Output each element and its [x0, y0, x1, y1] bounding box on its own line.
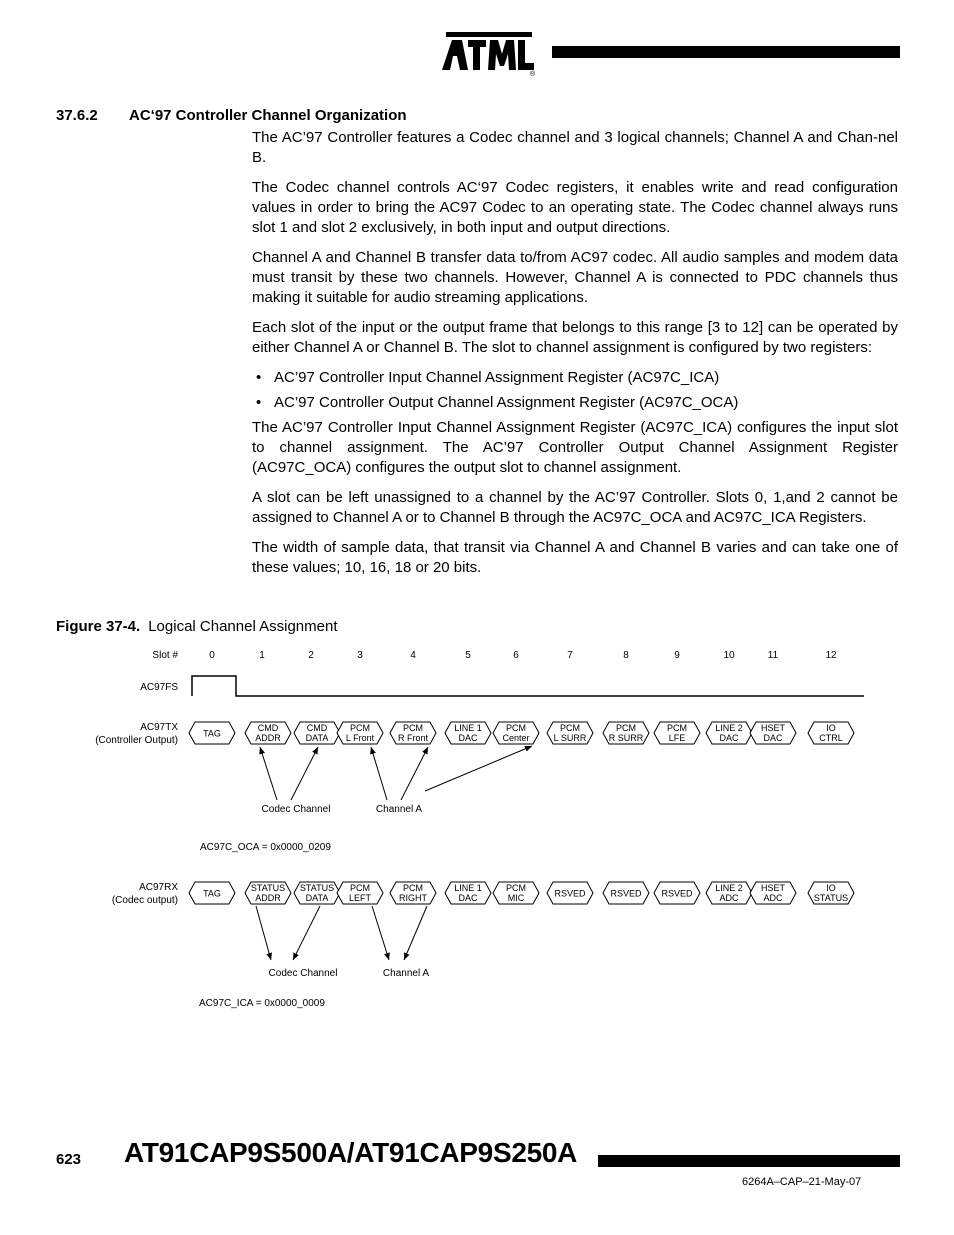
- section-title: AC‘97 Controller Channel Organization: [129, 107, 407, 124]
- slot-number: 12: [825, 650, 837, 661]
- assignment-arrow: [260, 747, 277, 800]
- rx-channel-a-label: Channel A: [382, 968, 430, 979]
- rx-cell-label: RSVED: [554, 888, 586, 899]
- rx-cell-label: LINE 2: [715, 883, 743, 893]
- tx-cell-label: PCM: [667, 723, 687, 733]
- rx-cell-label: STATUS: [250, 883, 286, 893]
- slot-number: 1: [259, 650, 265, 661]
- tx-cell-label: PCM: [403, 723, 423, 733]
- tx-cell-sublabel: ADDR: [255, 733, 281, 743]
- slot-number: 8: [623, 650, 629, 661]
- paragraph: The Codec channel controls AC‘97 Codec registers, it enables write and read configuration values in order to bring the AC97 Codec to an operating state. The Codec channel always runs slot 1 and slot 2 exclusively, in both input and output directions.: [252, 179, 898, 236]
- slot-number: 5: [465, 650, 471, 661]
- tx-cell-label: IO: [826, 723, 836, 733]
- tx-cell-sublabel: LFE: [668, 733, 686, 743]
- channel-diagram: [0, 640, 954, 1020]
- rx-cell-label: TAG: [203, 888, 221, 899]
- rx-cell-sublabel: ADC: [719, 893, 739, 903]
- ac97tx-sublabel: (Controller Output): [95, 735, 178, 746]
- figure-label: Figure 37-4.: [56, 618, 141, 635]
- slot-header-label: Slot #: [152, 650, 178, 661]
- rx-cell-sublabel: ADC: [763, 893, 783, 903]
- paragraph: The AC’97 Controller features a Codec channel and 3 logical channels; Channel A and Chan-nel B.: [252, 129, 898, 166]
- rx-cell-label: PCM: [506, 883, 526, 893]
- footer-rule: [598, 1155, 900, 1167]
- assignment-arrow: [256, 906, 271, 960]
- rx-cell-label: IO: [826, 883, 836, 893]
- bullet-item: • AC’97 Controller Output Channel Assignment Register (AC97C_OCA): [252, 393, 898, 413]
- section-number: 37.6.2: [56, 107, 98, 124]
- tx-cell-label: PCM: [560, 723, 580, 733]
- body-text: [252, 128, 898, 588]
- slot-number: 3: [357, 650, 363, 661]
- ac97rx-sublabel: (Codec output): [111, 895, 178, 906]
- tx-cell-label: PCM: [506, 723, 526, 733]
- tx-cell-label: CMD: [306, 723, 328, 733]
- rx-cell-label: STATUS: [299, 883, 335, 893]
- rx-cell-label: PCM: [403, 883, 423, 893]
- tx-cell-label: HSET: [760, 723, 786, 733]
- tx-cell-sublabel: DAC: [719, 733, 739, 743]
- bullet-item: • AC’97 Controller Input Channel Assignment Register (AC97C_ICA): [252, 368, 898, 388]
- rx-cell-sublabel: DAC: [458, 893, 478, 903]
- figure-caption: [56, 618, 338, 635]
- tx-cell-label: LINE 1: [454, 723, 482, 733]
- paragraph: A slot can be left unassigned to a channel by the AC’97 Controller. Slots 0, 1,and 2 cannot be assigned to Channel A or to Channel B through the AC97C_OCA and AC97C_ICA Registers.: [252, 489, 898, 526]
- tx-cell-label: CMD: [257, 723, 279, 733]
- assignment-arrow: [401, 747, 428, 800]
- slot-number: 11: [767, 650, 779, 661]
- header-rule: [552, 46, 900, 58]
- slot-number: 6: [513, 650, 519, 661]
- tx-cell-sublabel: R Front: [397, 733, 429, 743]
- ac97fs-label: AC97FS: [140, 682, 178, 693]
- tx-cell-sublabel: DAC: [763, 733, 783, 743]
- product-title: AT91CAP9S500A/AT91CAP9S250A: [124, 1137, 578, 1168]
- rx-cell-label: RSVED: [661, 888, 693, 899]
- rx-cell-sublabel: RIGHT: [399, 893, 427, 903]
- ac97fs-waveform: [192, 676, 864, 696]
- assignment-arrow: [404, 906, 427, 960]
- paragraph: Channel A and Channel B transfer data to/from AC97 codec. All audio samples and modem data must transit by these two channels. However, Channel A is connected to PDC channels thus making it suitable for audio streaming applications.: [252, 249, 898, 306]
- paragraph: The AC’97 Controller Input Channel Assignment Register (AC97C_ICA) configures the input slot to channel assignment. The AC’97 Controller Output Channel Assignment Register (AC97C_OCA) configures the output slot to channel assignment.: [252, 419, 898, 476]
- paragraph: Each slot of the input or the output frame that belongs to this range [3 to 12] can be operated by either Channel A or Channel B. The slot to channel assignment is configured by two registers:: [252, 319, 898, 356]
- bullet-list: [252, 368, 898, 413]
- tx-cell-label: TAG: [203, 728, 221, 739]
- rx-cell-sublabel: STATUS: [813, 893, 849, 903]
- slot-number: 0: [209, 650, 215, 661]
- ica-register-value: AC97C_ICA = 0x0000_0009: [199, 998, 325, 1009]
- atmel-logo: [438, 28, 538, 78]
- tx-cell-sublabel: DAC: [458, 733, 478, 743]
- slot-number: 9: [674, 650, 680, 661]
- rx-cell-sublabel: MIC: [507, 893, 525, 903]
- ac97tx-label: AC97TX: [140, 722, 178, 733]
- tx-cell-sublabel: L SURR: [553, 733, 587, 743]
- tx-codec-channel-label: Codec Channel: [261, 804, 331, 815]
- figure-title: Logical Channel Assignment: [148, 618, 338, 635]
- tx-cell-label: PCM: [350, 723, 370, 733]
- rx-cell-sublabel: DATA: [305, 893, 329, 903]
- assignment-arrow: [372, 906, 389, 960]
- tx-cell-sublabel: DATA: [305, 733, 329, 743]
- assignment-arrow: [291, 747, 318, 800]
- slot-number: 7: [567, 650, 573, 661]
- rx-cell-label: LINE 1: [454, 883, 482, 893]
- document-reference: 6264A–CAP–21-May-07: [742, 1176, 862, 1188]
- slot-number: 2: [308, 650, 314, 661]
- paragraph: The width of sample data, that transit via Channel A and Channel B varies and can take one of these values; 10, 16, 18 or 20 bits.: [252, 539, 898, 576]
- rx-cell-label: PCM: [350, 883, 370, 893]
- tx-channel-a-label: Channel A: [375, 804, 423, 815]
- rx-cell-sublabel: ADDR: [255, 893, 281, 903]
- registered-mark: ®: [530, 71, 536, 78]
- rx-cell-sublabel: LEFT: [348, 893, 372, 903]
- assignment-arrow: [371, 747, 387, 800]
- tx-cell-sublabel: CTRL: [819, 733, 843, 743]
- oca-register-value: AC97C_OCA = 0x0000_0209: [200, 842, 331, 853]
- section-heading: [56, 107, 407, 124]
- tx-cell-sublabel: L Front: [345, 733, 375, 743]
- rx-codec-channel-label: Codec Channel: [268, 968, 338, 979]
- tx-cell-sublabel: Center: [502, 733, 530, 743]
- page-number: 623: [56, 1151, 82, 1168]
- slot-number: 4: [410, 650, 416, 661]
- slot-number: 10: [723, 650, 735, 661]
- ac97rx-label: AC97RX: [139, 882, 178, 893]
- assignment-arrow: [425, 746, 532, 791]
- tx-cell-label: PCM: [616, 723, 636, 733]
- tx-cell-sublabel: R SURR: [608, 733, 644, 743]
- rx-cell-label: HSET: [760, 883, 786, 893]
- rx-cell-label: RSVED: [610, 888, 642, 899]
- assignment-arrow: [293, 906, 320, 960]
- tx-cell-label: LINE 2: [715, 723, 743, 733]
